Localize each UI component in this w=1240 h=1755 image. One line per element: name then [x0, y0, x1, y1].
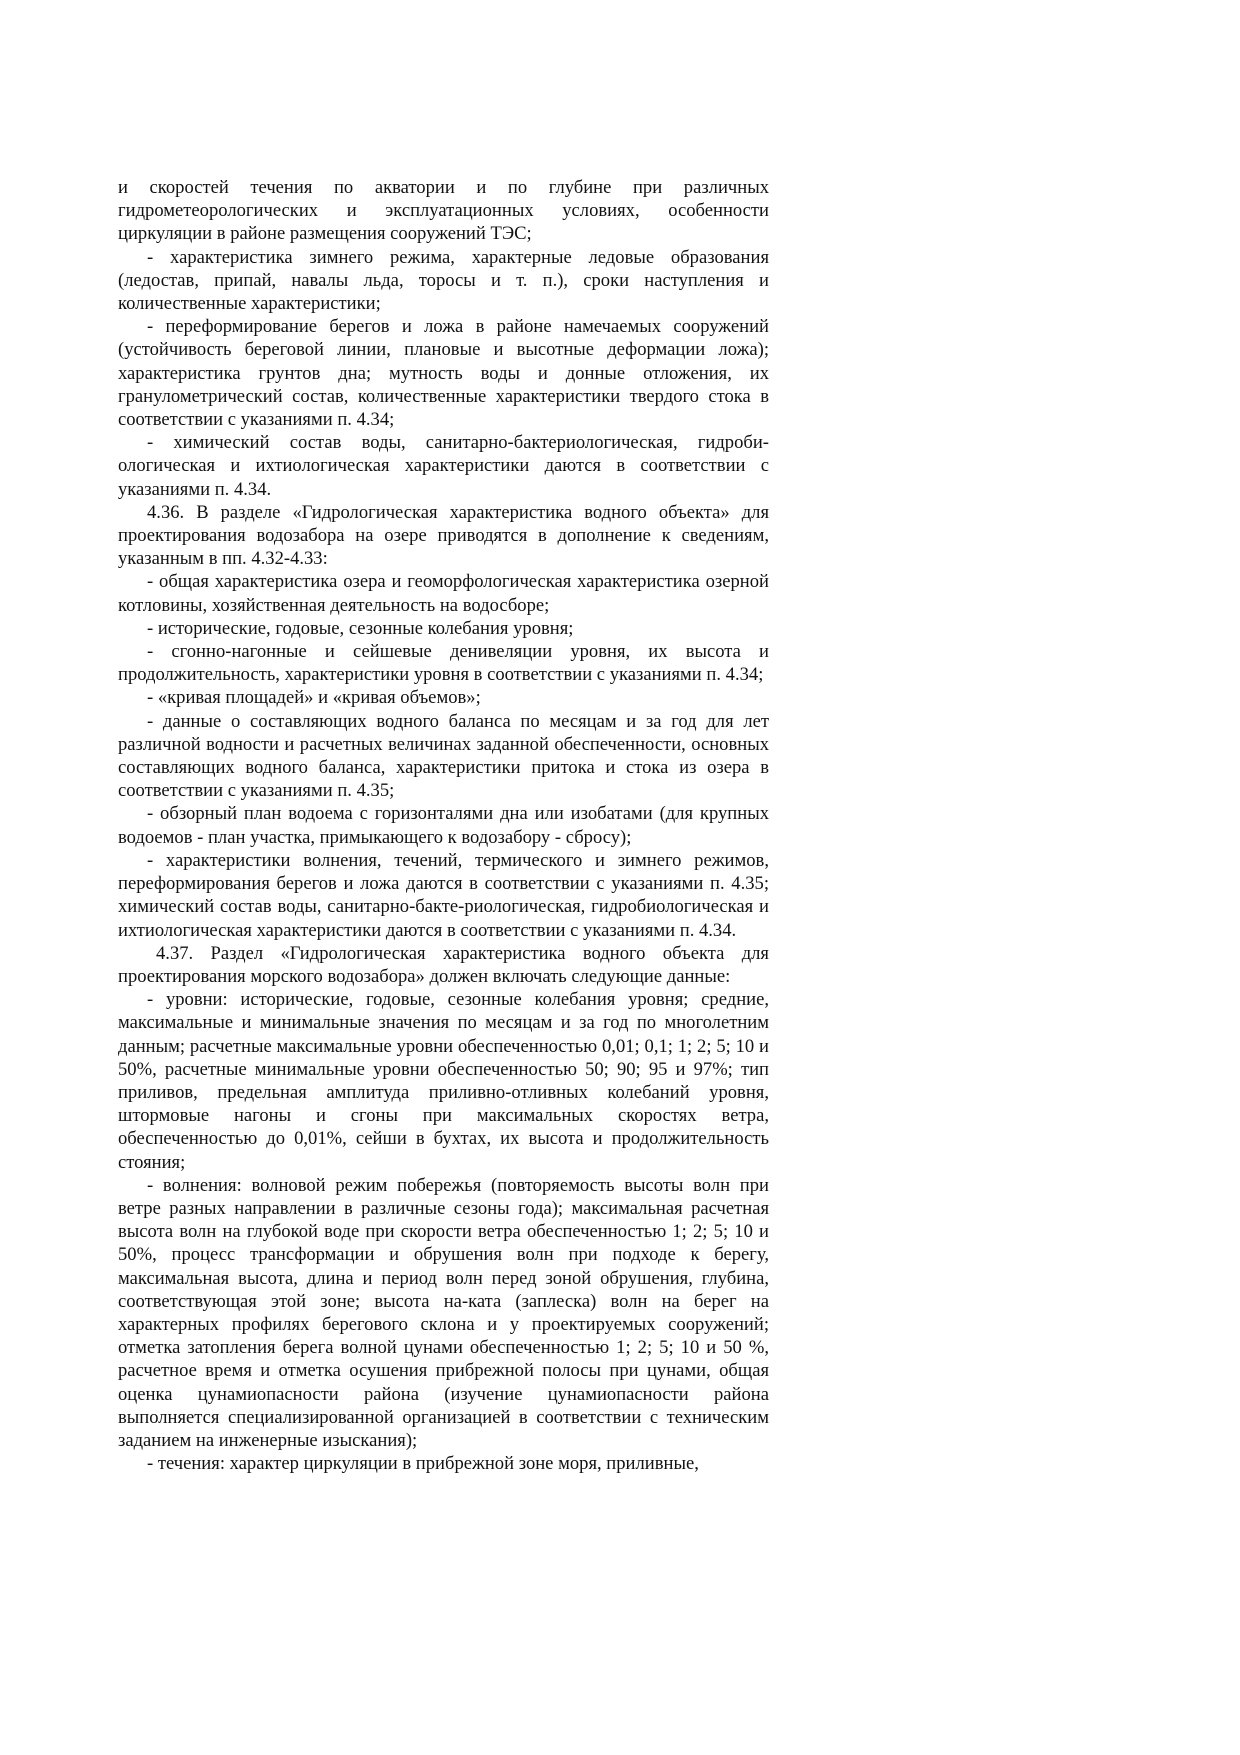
paragraph-continuation-currents: и скоростей течения по акватории и по глубине при различных гидрометеорологических и эксплуатационных условиях, особенности циркуляции в районе размещения сооружений ТЭС; — [118, 177, 769, 245]
list-item-wave-current-characteristics: - характеристики волнения, течений, термического и зимнего режимов, переформирования берегов и ложа даются в соответствии с указаниями п. 4.35; химический состав воды, санитарно-бакте-риологическая, гидробиологическая и ихтиологическая характеристики даются в соответствии с указаниями п. 4.34. — [118, 849, 769, 941]
clause-4-36: 4.36. В разделе «Гидрологическая характеристика водного объекта» для проектирования водозабора на озере приводятся в дополнение к сведениям, указанным в пп. 4.32-4.33: — [118, 501, 769, 570]
list-item-water-chemistry: - химический состав воды, санитарно-бактериологическая, гидроби-ологическая и ихтиологическая характеристики даются в соответствии с указаниями п. 4.34. — [118, 432, 769, 500]
list-item-lake-general: - общая характеристика озера и геоморфологическая характеристика озерной котловины, хозяйственная деятельность на водосборе; — [118, 571, 769, 616]
document-page-body — [118, 176, 769, 1475]
list-item-level-fluctuations: - исторические, годовые, сезонные колебания уровня; — [147, 617, 574, 639]
list-item-overview-plan: - обзорный план водоема с горизонталями дна или изобатами (для крупных водоемов - план участка, примыкающего к водозабору - сбросу); — [118, 803, 769, 848]
list-item-sea-currents: - течения: характер циркуляции в прибрежной зоне моря, приливные, — [147, 1453, 699, 1475]
clause-4-37: 4.37. Раздел «Гидрологическая характеристика водного объекта для проектирования морского водозабора» должен включать следующие данные: — [118, 942, 769, 987]
list-item-sea-waves: - волнения: волновой режим побережья (повторяемость высоты волн при ветре разных направлении в различные сезоны года); максимальная расчетная высота волн на глубокой воде при скорости ветра обеспеченностью 1; 2; 5; 10 и 50%, процесс трансформации и обрушения волн при подходе к берегу, максимальная высота, длина и период волн перед зоной обрушения, глубина, соответствующая этой зоне; высота на-ката (заплеска) волн на берег на характерных профилях берегового склона и у проектируемых сооружений; отметка затопления берега волной цунами обеспеченностью 1; 2; 5; 10 и 50 %, расчетное время и отметка осушения прибрежной полосы при цунами, общая оценка цунамиопасности района (изучение цунамиопасности района выполняется специализированной организацией в соответствии с техническим заданием на инженерные изыскания); — [118, 1174, 769, 1451]
list-item-winter-regime: - характеристика зимнего режима, характерные ледовые образования (ледостав, припай, навалы льда, торосы и т. п.), сроки наступления и количественные характеристики; — [118, 246, 769, 315]
list-item-sea-levels: - уровни: исторические, годовые, сезонные колебания уровня; средние, максимальные и минимальные значения по месяцам и за год по многолетним данным; расчетные максимальные уровни обеспеченностью 0,01; 0,1; 1; 2; 5; 10 и 50%, расчетные минимальные уровни обеспеченностью 50; 90; 95 и 97%; тип приливов, предельная амплитуда приливно-отливных колебаний уровня, штормовые нагоны и сгоны при максимальных скоростях ветра, обеспеченностью до 0,01%, сейши в бухтах, их высота и продолжительность стояния; — [118, 989, 769, 1173]
list-item-water-balance: - данные о составляющих водного баланса по месяцам и за год для лет различной водности и расчетных величинах заданной обеспеченности, основных составляющих водного баланса, характеристики притока и стока из озера в соответствии с указаниями п. 4.35; — [118, 710, 769, 802]
list-item-bank-reshaping: - переформирование берегов и ложа в районе намечаемых сооружений (устойчивость береговой линии, плановые и высотные деформации ложа); характеристика грунтов дна; мутность воды и донные отложения, их гранулометрический состав, количественные характеристики твердого стока в соответствии с указаниями п. 4.34; — [118, 316, 769, 431]
list-item-area-volume-curves: - «кривая площадей» и «кривая объемов»; — [147, 687, 481, 709]
list-item-surge-seiche: - сгонно-нагонные и сейшевые денивеляции уровня, их высота и продолжительность, характеристики уровня в соответствии с указаниями п. 4.34; — [118, 641, 769, 686]
